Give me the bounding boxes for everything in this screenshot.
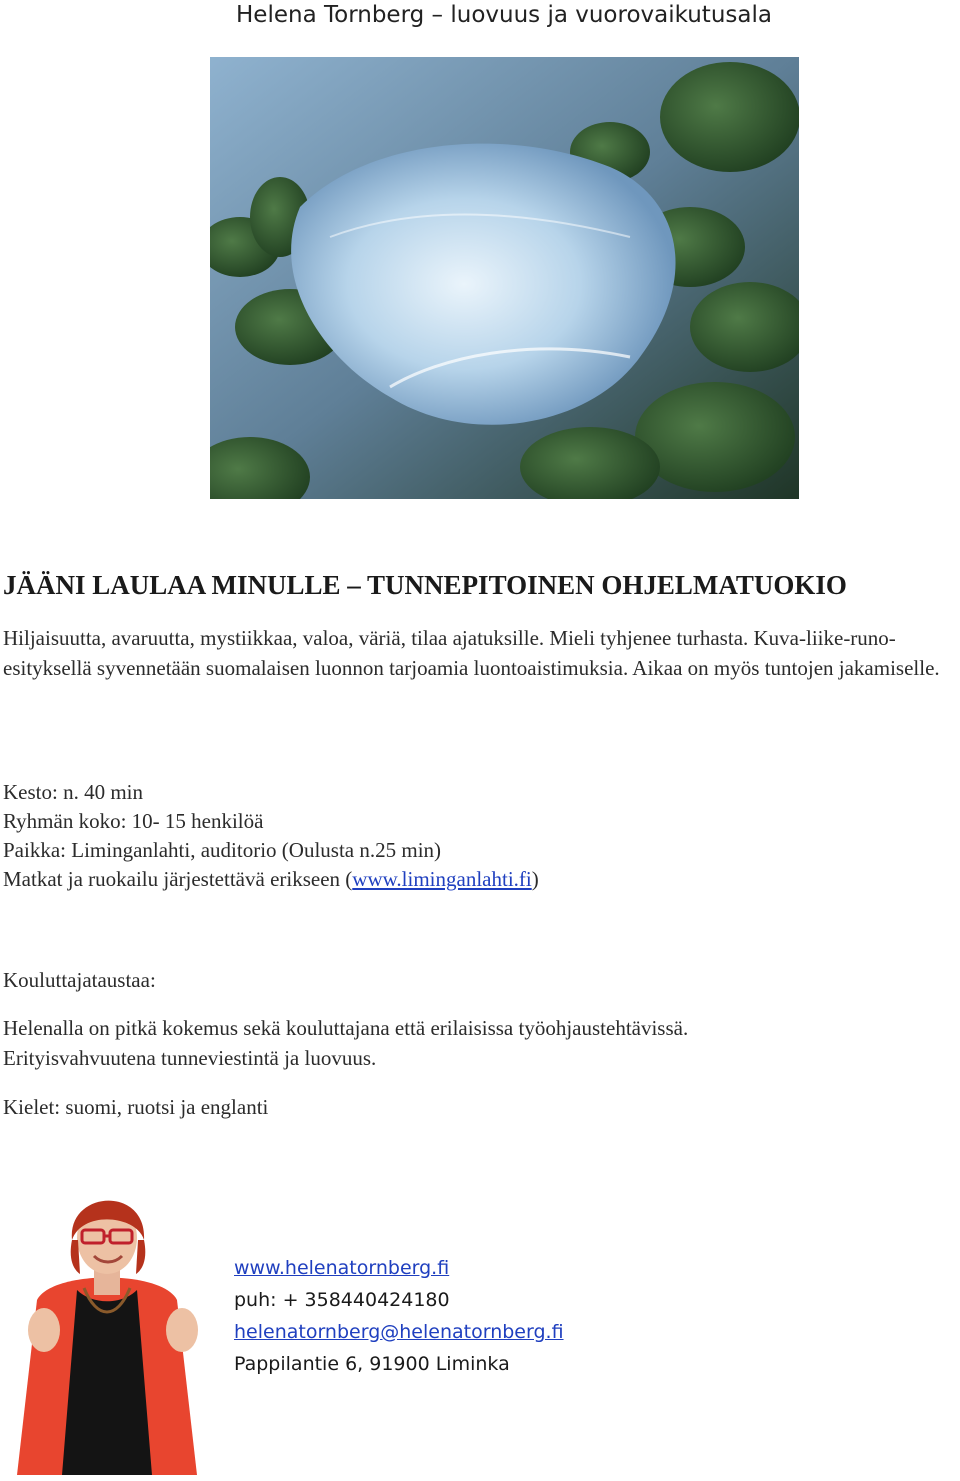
group-size-text: Ryhmän koko: 10- 15 henkilöä bbox=[3, 809, 264, 833]
location-text: Paikka: Liminganlahti, auditorio (Oulusta n.25 min) bbox=[3, 838, 442, 862]
trainer-portrait-photo bbox=[12, 1170, 202, 1475]
email-link[interactable]: helenatornberg@helenatornberg.fi bbox=[234, 1321, 564, 1343]
trainer-heading: Kouluttajataustaa: bbox=[3, 968, 156, 992]
liminganlahti-link[interactable]: www.liminganlahti.fi bbox=[352, 867, 532, 891]
travel-prefix: Matkat ja ruokailu järjestettävä erikseen ( bbox=[3, 867, 353, 891]
program-intro: Hiljaisuutta, avaruutta, mystiikkaa, valoa, väriä, tilaa ajatuksille. Mieli tyhjenee turhasta. Kuva-liike-runo-esityksellä syvennetään suomalaisen luonnon tarjoamia luontoaistimuksia. Aikaa on myös tuntojen jakamiselle. bbox=[3, 626, 940, 680]
address-text: Pappilantie 6, 91900 Liminka bbox=[234, 1353, 510, 1375]
languages-text: Kielet: suomi, ruotsi ja englanti bbox=[3, 1095, 269, 1119]
travel-text bbox=[3, 865, 955, 894]
trainer-line-1: Helenalla on pitkä kokemus sekä kouluttajana että erilaisissa työohjaustehtävissä. bbox=[3, 1016, 689, 1040]
frost-leaf-photo bbox=[210, 57, 799, 499]
travel-suffix: ) bbox=[531, 867, 539, 891]
contact-block bbox=[234, 1252, 564, 1380]
duration-text: Kesto: n. 40 min bbox=[3, 780, 143, 804]
trainer-description bbox=[3, 1013, 955, 1073]
trainer-line-2: Erityisvahvuutena tunneviestintä ja luovuus. bbox=[3, 1046, 377, 1070]
phone-text: puh: + 358440424180 bbox=[234, 1289, 450, 1311]
website-link[interactable]: www.helenatornberg.fi bbox=[234, 1257, 450, 1279]
page-header-title: Helena Tornberg – luovuus ja vuorovaikutusala bbox=[236, 2, 772, 28]
program-details bbox=[3, 778, 955, 894]
program-title: JÄÄNI LAULAA MINULLE – TUNNEPITOINEN OHJELMATUOKIO bbox=[3, 570, 847, 600]
